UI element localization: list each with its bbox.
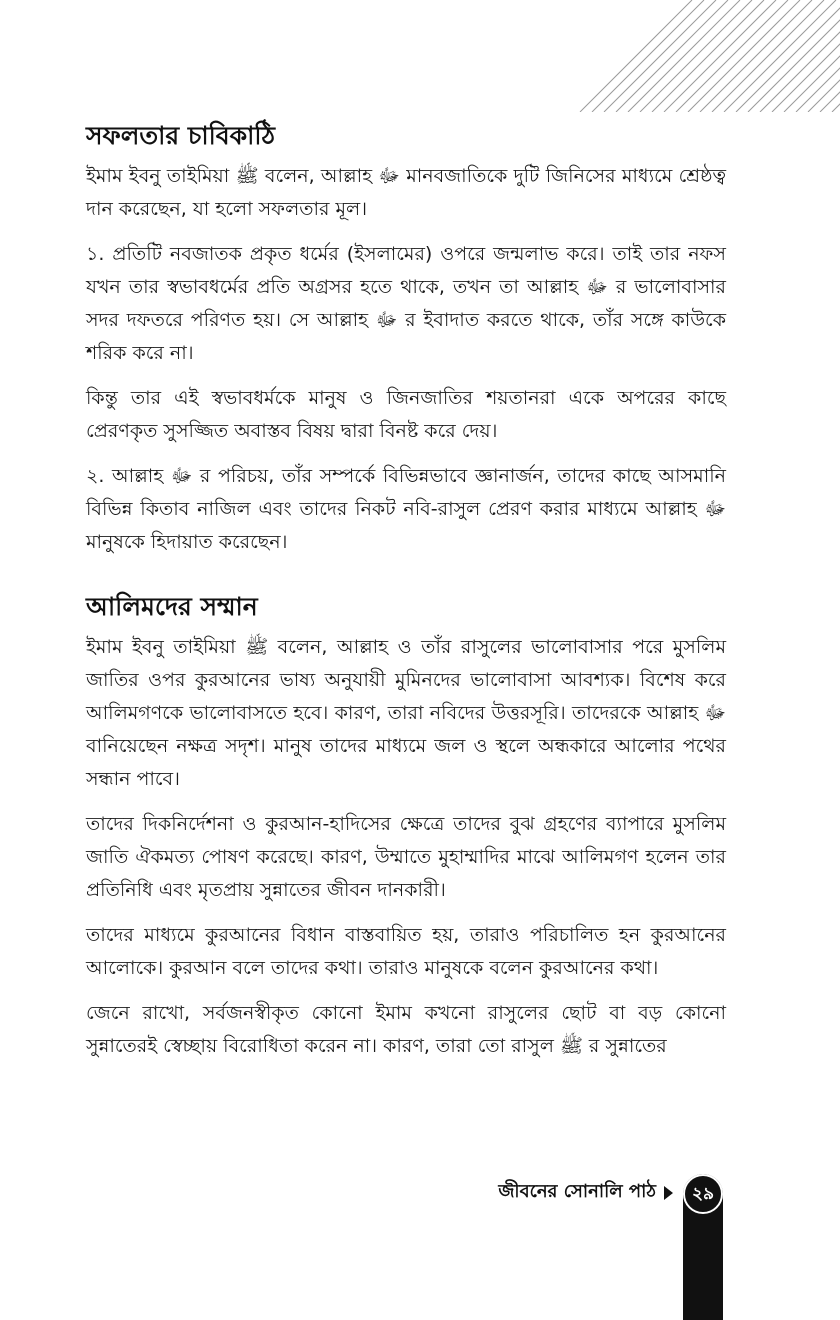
running-footer-book-title: জীবনের সোনালি পাঠ: [498, 1181, 656, 1202]
paragraph: ইমাম ইবনু তাইমিয়া ﷺ বলেন, আল্লাহ ও তাঁর রাসুলের ভালোবাসার পরে মুসলিম জাতির ওপর কুরআনের ভাষ্য অনুযায়ী মুমিনদের ভালোবাসা আবশ্যক। বিশেষ করে আলিমগণকে ভালোবাসতে হবে। কারণ, তারা নবিদের উত্তরসূরি। তাদেরকে আল্লাহ ﷻ বানিয়েছেন নক্ষত্র সদৃশ। মানুষ তাদের মাধ্যমে জল ও স্থলে অন্ধকারে আলোর পথের সন্ধান পাবে।: [86, 636, 727, 790]
page-content: [86, 118, 726, 1075]
paragraph: ১. প্রতিটি নবজাতক প্রকৃত ধর্মের (ইসলামের) ওপরে জন্মলাভ করে। তাই তার নফস যখন তার স্বভাবধর্মের প্রতি অগ্রসর হতে থাকে, তখন তা আল্লাহ ﷻ র ভালোবাসার সদর দফতরে পরিণত হয়। সে আল্লাহ ﷻ র ইবাদাত করতে থাকে, তাঁর সঙ্গে কাউকে শরিক করে না।: [86, 243, 726, 364]
section-heading-scholars-honor: আলিমদের সম্মান: [86, 592, 258, 621]
page-number: ২৯: [691, 1184, 715, 1204]
paragraph: ২. আল্লাহ ﷻ র পরিচয়, তাঁর সম্পর্কে বিভিন্নভাবে জ্ঞানার্জন, তাদের কাছে আসমানি বিভিন্ন কিতাব নাজিল এবং তাদের নিকট নবি-রাসুল প্রেরণ করার মাধ্যমে আল্লাহ ﷻ মানুষকে হিদায়াত করেছেন।: [86, 465, 726, 553]
paragraph: জেনে রাখো, সর্বজনস্বীকৃত কোনো ইমাম কখনো রাসুলের ছোট বা বড় কোনো সুন্নাতেরই স্বেচ্ছায় বিরোধিতা করেন না। কারণ, তারা তো রাসুল ﷺ র সুন্নাতের: [86, 1002, 726, 1057]
paragraph: তাদের দিকনির্দেশনা ও কুরআন-হাদিসের ক্ষেত্রে তাদের বুঝ গ্রহণের ব্যাপারে মুসলিম জাতি ঐকমত্য পোষণ করেছে। কারণ, উম্মাতে মুহাম্মাদির মাঝে আলিমগণ হলেন তার প্রতিনিধি এবং মৃতপ্রায় সুন্নাতের জীবন দানকারী।: [86, 813, 726, 901]
play-arrow-icon: [664, 1186, 673, 1200]
diagonal-hatch-decoration: [460, 0, 840, 112]
paragraph: কিন্তু তার এই স্বভাবধর্মকে মানুষ ও জিনজাতির শয়তানরা একে অপরের কাছে প্রেরণকৃত সুসজ্জিত অবাস্তব বিষয় দ্বারা বিনষ্ট করে দেয়।: [86, 387, 726, 442]
paragraph: ইমাম ইবনু তাইমিয়া ﷺ বলেন, আল্লাহ ﷻ মানবজাতিকে দুটি জিনিসের মাধ্যমে শ্রেষ্ঠত্ব দান করেছেন, যা হলো সফলতার মূল।: [86, 165, 727, 220]
paragraph: তাদের মাধ্যমে কুরআনের বিধান বাস্তবায়িত হয়, তারাও পরিচালিত হন কুরআনের আলোকে। কুরআন বলে তাদের কথা। তারাও মানুষকে বলেন কুরআনের কথা।: [86, 924, 726, 979]
section-heading-success-key: সফলতার চাবিকাঠি: [86, 121, 275, 150]
page-footer: [0, 1164, 840, 1320]
